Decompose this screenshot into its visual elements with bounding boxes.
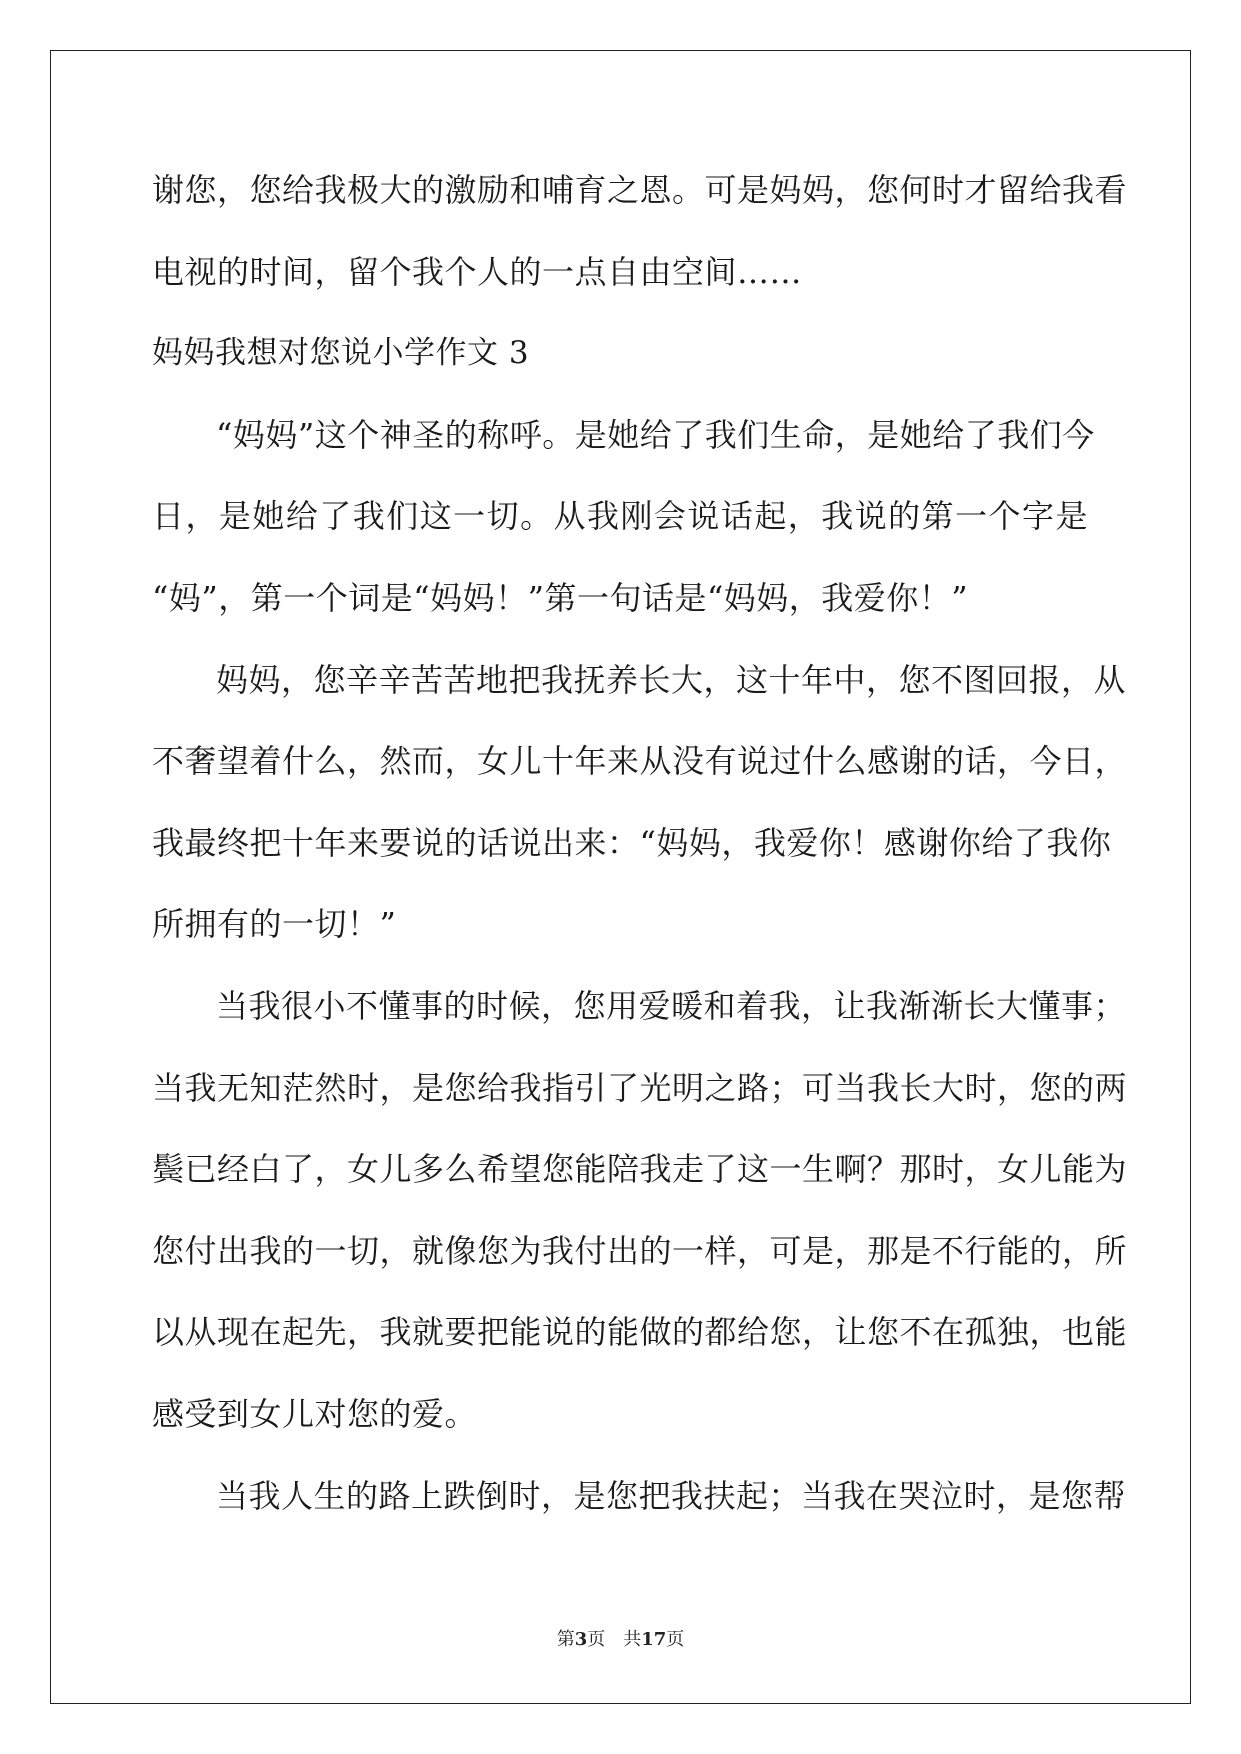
text-line: 所拥有的一切！” — [152, 905, 397, 944]
page-prefix: 第 — [556, 1629, 575, 1650]
page-total: 17 — [641, 1629, 667, 1650]
page-mid: 页 共 — [587, 1629, 642, 1650]
text-line: “妈”，第一个词是“妈妈！”第一句话是“妈妈，我爱你！” — [152, 578, 969, 617]
section-heading: 妈妈我想对您说小学作文 3 — [152, 335, 530, 372]
text-line: 电视的时间，留个我个人的一点自由空间…… — [152, 252, 803, 291]
document-body — [152, 160, 1128, 1547]
text-line: 感受到女儿对您的爱。 — [152, 1394, 478, 1433]
paragraph-first-line: 当我人生的路上跌倒时，是您把我扶起；当我在哭泣时，是您帮 — [216, 1476, 1127, 1515]
page-suffix: 页 — [666, 1629, 685, 1650]
text-line: 鬓已经白了，女儿多么希望您能陪我走了这一生啊？那时，女儿能为 — [152, 1150, 1128, 1189]
text-line: 您付出我的一切，就像您为我付出的一样，可是，那是不行能的，所 — [152, 1231, 1128, 1270]
text-line: 当我无知茫然时，是您给我指引了光明之路；可当我长大时，您的两 — [152, 1068, 1128, 1107]
paragraph-first-line: 当我很小不懂事的时候，您用爱暖和着我，让我渐渐长大懂事； — [216, 986, 1127, 1025]
text-line: 以从现在起先，我就要把能说的能做的都给您，让您不在孤独，也能 — [152, 1313, 1128, 1352]
paragraph-first-line: “妈妈”这个神圣的称呼。是她给了我们生命，是她给了我们今 — [216, 415, 1095, 454]
text-line: 日，是她给了我们这一切。从我刚会说话起，我说的第一个字是 — [152, 497, 1088, 536]
paragraph-first-line: 妈妈，您辛辛苦苦地把我抚养长大，这十年中，您不图回报，从 — [216, 660, 1127, 699]
page-current: 3 — [574, 1629, 588, 1650]
page-number-footer — [0, 1625, 1241, 1651]
text-line: 我最终把十年来要说的话说出来：“妈妈，我爱你！感谢你给了我你 — [152, 823, 1112, 862]
text-line: 不奢望着什么，然而，女儿十年来从没有说过什么感谢的话，今日， — [152, 742, 1128, 781]
text-line: 谢您，您给我极大的激励和哺育之恩。可是妈妈，您何时才留给我看 — [152, 171, 1128, 209]
